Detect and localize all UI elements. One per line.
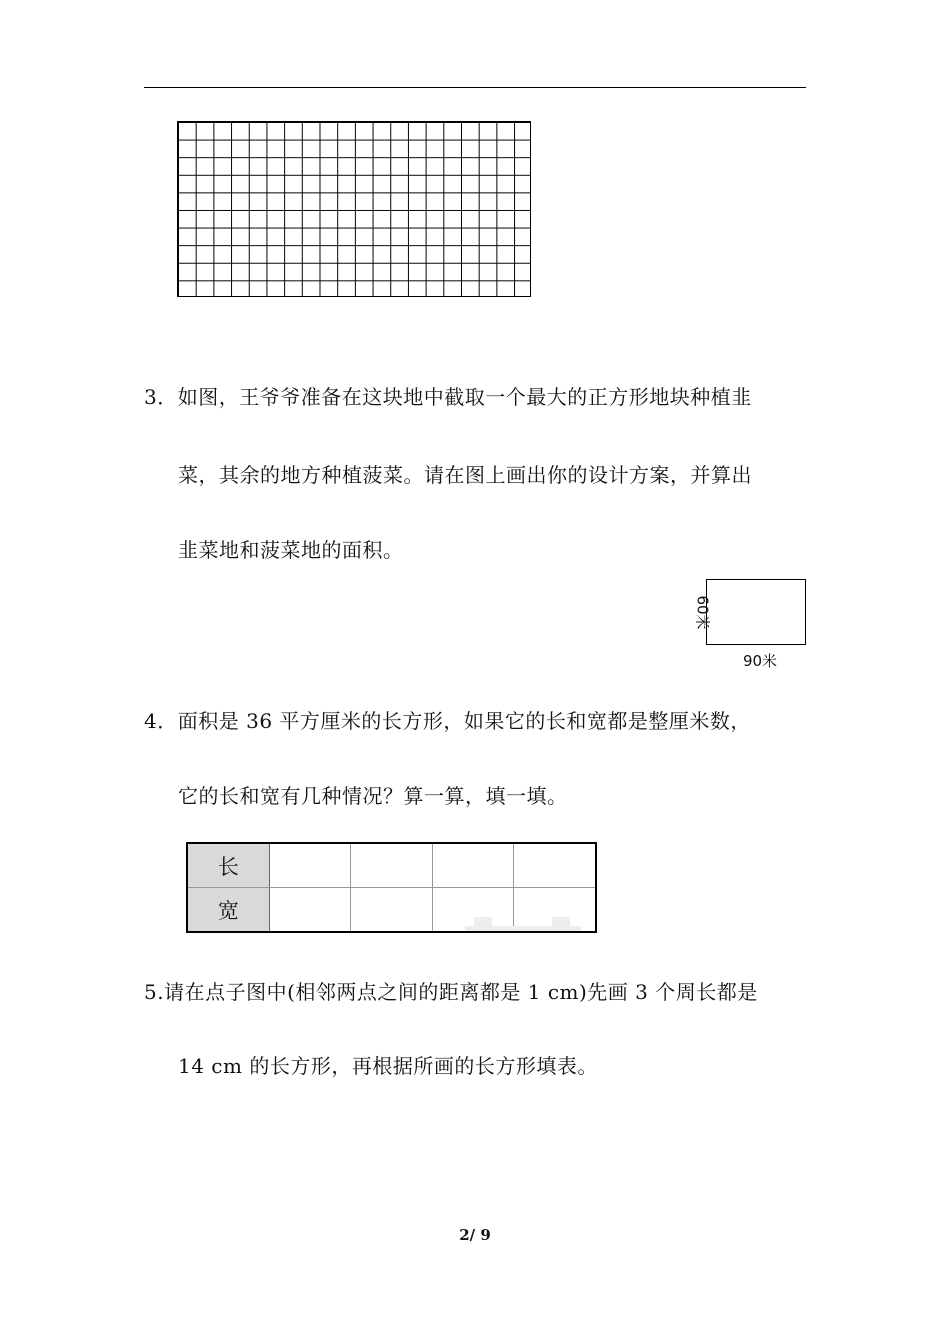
scan-smudge <box>474 917 492 927</box>
question-4-number: 4． <box>144 709 178 733</box>
length-cell-2[interactable] <box>351 843 433 888</box>
width-cell-2[interactable] <box>351 888 433 933</box>
question-3-number: 3． <box>144 385 178 409</box>
grid-paper <box>177 121 531 297</box>
width-cell-1[interactable] <box>269 888 351 933</box>
length-cell-4[interactable] <box>514 843 596 888</box>
question-4-line-2: 它的长和宽有几种情况？算一算，填一填。 <box>178 784 568 808</box>
scan-smudge <box>552 917 570 927</box>
table-row-length <box>187 843 596 888</box>
question-3-line-1 <box>144 381 752 410</box>
question-3-line-2: 菜，其余的地方种植菠菜。请在图上画出你的设计方案，并算出 <box>178 463 752 487</box>
question-4-text-1: 面积是 36 平方厘米的长方形，如果它的长和宽都是整厘米数， <box>177 709 751 733</box>
field-rectangle <box>706 579 806 645</box>
page-number: 2/ 9 <box>459 1226 491 1244</box>
question-5-number: 5. <box>144 980 165 1004</box>
question-3-line-3: 韭菜地和菠菜地的面积。 <box>178 538 404 562</box>
row-header-length: 长 <box>187 843 269 888</box>
length-cell-1[interactable] <box>269 843 351 888</box>
answer-table <box>186 842 597 933</box>
question-5-line-2: 14 cm 的长方形，再根据所画的长方形填表。 <box>178 1054 598 1078</box>
question-3-text-1: 如图，王爷爷准备在这块地中截取一个最大的正方形地块种植韭 <box>177 385 752 409</box>
question-4-line-1 <box>144 705 751 734</box>
header-rule <box>144 87 806 88</box>
question-5-text-1: 请在点子图中(相邻两点之间的距离都是 1 cm)先画 3 个周长都是 <box>164 980 758 1004</box>
length-cell-3[interactable] <box>432 843 514 888</box>
row-header-width: 宽 <box>187 888 269 933</box>
field-height-label: 60米 <box>693 595 712 630</box>
field-width-label: 90米 <box>742 652 778 670</box>
question-5-line-1 <box>144 976 758 1005</box>
